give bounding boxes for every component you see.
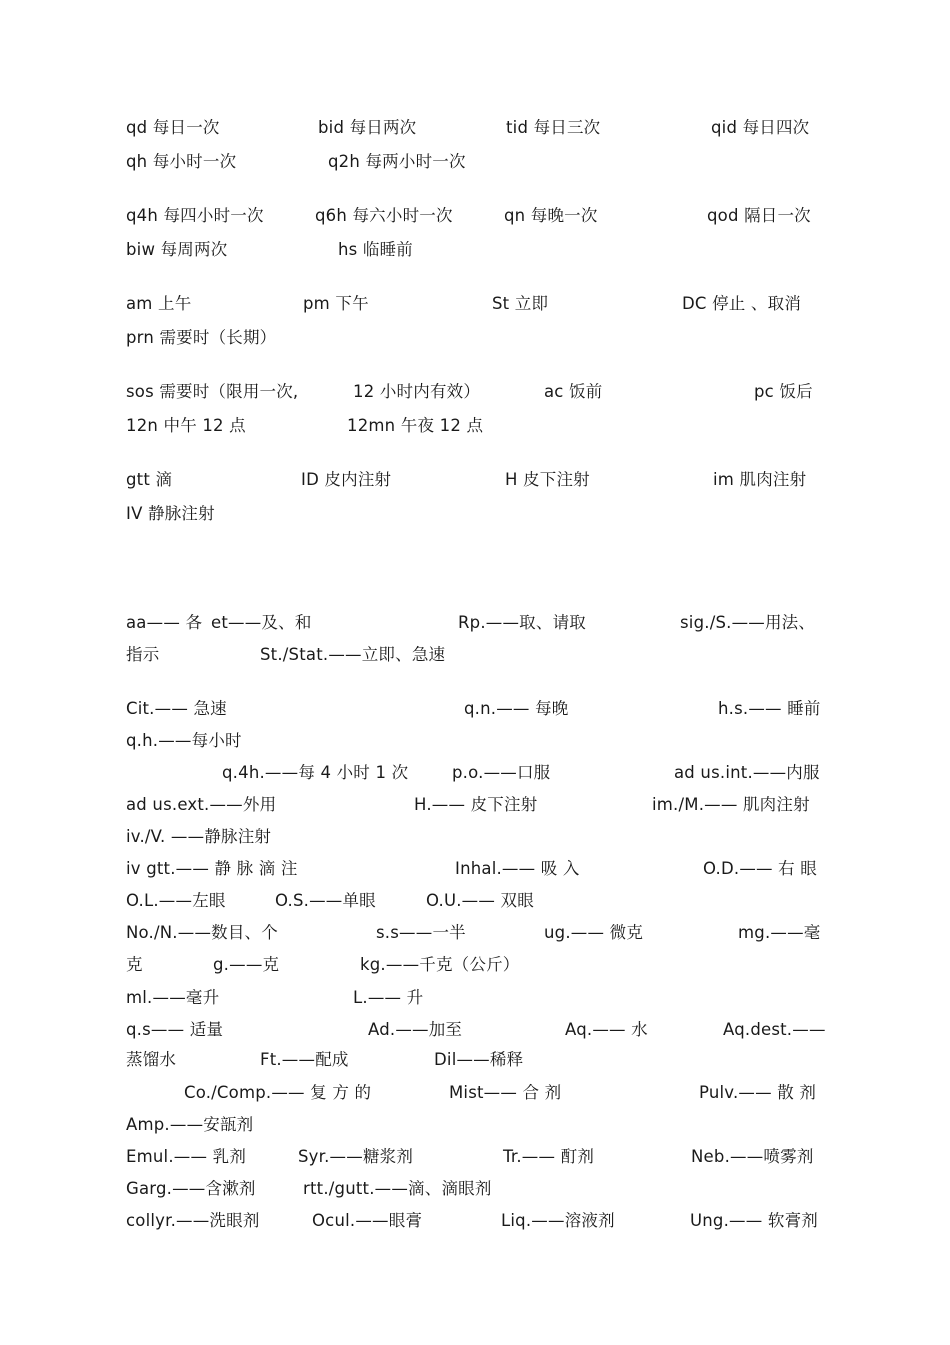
abbrev-entry: 12n 中午 12 点: [126, 416, 246, 435]
abbrev-entry: Syr.——糖浆剂: [298, 1147, 414, 1166]
abbrev-row: [0, 291, 950, 317]
abbrev-entry: g.——克: [213, 955, 280, 974]
abbrev-entry: Ung.—— 软膏剂: [690, 1211, 818, 1230]
abbrev-entry: pm 下午: [303, 294, 369, 313]
abbrev-entry: ad us.ext.——外用: [126, 795, 277, 814]
abbrev-row: [0, 1144, 950, 1170]
abbrev-entry: 指示: [126, 645, 160, 664]
abbrev-entry: qh 每小时一次: [126, 152, 237, 171]
abbrev-entry: am 上午: [126, 294, 192, 313]
abbrev-entry: Aq.dest.——: [723, 1020, 826, 1039]
abbrev-entry: sos 需要时（限用一次,: [126, 382, 299, 401]
abbrev-entry: qod 隔日一次: [707, 206, 811, 225]
abbrev-entry: DC 停止 、取消: [682, 294, 802, 313]
abbrev-entry: aa—— 各: [126, 613, 203, 632]
abbrev-row: [0, 1017, 950, 1043]
abbrev-entry: IV 静脉注射: [126, 504, 215, 523]
abbrev-row: [0, 696, 950, 722]
abbrev-entry: q.n.—— 每晚: [464, 699, 569, 718]
abbrev-row: [0, 149, 950, 175]
abbrev-entry: Co./Comp.—— 复 方 的: [184, 1083, 372, 1102]
abbrev-entry: pc 饭后: [754, 382, 813, 401]
abbrev-row: [0, 920, 950, 946]
abbrev-row: [0, 952, 950, 978]
abbrev-entry: iv./V. ——静脉注射: [126, 827, 272, 846]
abbrev-row: [0, 610, 950, 636]
abbrev-row: [0, 237, 950, 263]
abbrev-entry: im./M.—— 肌肉注射: [652, 795, 810, 814]
abbrev-entry: qn 每晚一次: [504, 206, 598, 225]
abbrev-row: [0, 1176, 950, 1202]
abbrev-row: [0, 728, 950, 754]
abbrev-entry: hs 临睡前: [338, 240, 413, 259]
abbrev-row: [0, 1047, 950, 1073]
abbrev-row: [0, 1112, 950, 1138]
abbrev-entry: biw 每周两次: [126, 240, 228, 259]
abbrev-entry: Amp.——安瓿剂: [126, 1115, 254, 1134]
abbrev-entry: Rp.——取、请取: [458, 613, 586, 632]
abbrev-entry: L.—— 升: [353, 988, 424, 1007]
abbrev-entry: ug.—— 微克: [544, 923, 644, 942]
abbrev-row: [0, 501, 950, 527]
abbrev-row: [0, 115, 950, 141]
abbrev-entry: q4h 每四小时一次: [126, 206, 264, 225]
abbrev-entry: mg.——毫: [738, 923, 821, 942]
abbrev-entry: ac 饭前: [544, 382, 603, 401]
abbrev-row: [0, 325, 950, 351]
abbrev-entry: gtt 滴: [126, 470, 173, 489]
abbrev-entry: Liq.——溶液剂: [501, 1211, 615, 1230]
abbrev-entry: prn 需要时（长期）: [126, 328, 277, 347]
abbrev-row: [0, 1208, 950, 1234]
abbrev-entry: qid 每日四次: [711, 118, 810, 137]
abbrev-row: [0, 413, 950, 439]
abbrev-row: [0, 856, 950, 882]
abbrev-entry: ad us.int.——内服: [674, 763, 820, 782]
abbrev-row: [0, 203, 950, 229]
abbrev-row: [0, 792, 950, 818]
abbrev-entry: Inhal.—— 吸 入: [455, 859, 580, 878]
abbrev-entry: Pulv.—— 散 剂: [699, 1083, 817, 1102]
abbrev-entry: 蒸馏水: [126, 1050, 177, 1069]
abbrev-entry: Garg.——含漱剂: [126, 1179, 256, 1198]
abbrev-entry: rtt./gutt.——滴、滴眼剂: [303, 1179, 492, 1198]
abbrev-entry: Ad.——加至: [368, 1020, 463, 1039]
abbrev-entry: 12 小时内有效）: [353, 382, 481, 401]
abbrev-entry: No./N.——数目、个: [126, 923, 278, 942]
abbrev-row: [0, 824, 950, 850]
abbrev-entry: q6h 每六小时一次: [315, 206, 453, 225]
abbrev-entry: bid 每日两次: [318, 118, 417, 137]
abbrev-entry: q2h 每两小时一次: [328, 152, 466, 171]
abbrev-entry: Neb.——喷雾剂: [691, 1147, 814, 1166]
abbrev-entry: H 皮下注射: [505, 470, 590, 489]
abbrev-entry: im 肌肉注射: [713, 470, 807, 489]
abbrev-entry: q.4h.——每 4 小时 1 次: [222, 763, 409, 782]
abbrev-entry: q.s—— 适量: [126, 1020, 224, 1039]
abbrev-entry: Aq.—— 水: [565, 1020, 648, 1039]
abbrev-row: [0, 379, 950, 405]
abbrev-entry: H.—— 皮下注射: [414, 795, 538, 814]
abbrev-row: [0, 760, 950, 786]
abbrev-entry: Tr.—— 酊剂: [503, 1147, 595, 1166]
abbrev-row: [0, 888, 950, 914]
abbrev-entry: Mist—— 合 剂: [449, 1083, 562, 1102]
abbrev-entry: qd 每日一次: [126, 118, 220, 137]
abbrev-entry: Ft.——配成: [260, 1050, 349, 1069]
abbrev-entry: h.s.—— 睡前: [718, 699, 821, 718]
abbrev-entry: sig./S.——用法、: [680, 613, 816, 632]
abbrev-row: [0, 985, 950, 1011]
abbrev-entry: iv gtt.—— 静 脉 滴 注: [126, 859, 298, 878]
abbrev-entry: O.U.—— 双眼: [426, 891, 534, 910]
abbrev-row: [0, 1080, 950, 1106]
abbrev-entry: Ocul.——眼膏: [312, 1211, 423, 1230]
abbrev-entry: St./Stat.——立即、急速: [260, 645, 446, 664]
abbrev-entry: ml.——毫升: [126, 988, 220, 1007]
abbrev-entry: Cit.—— 急速: [126, 699, 227, 718]
abbrev-entry: tid 每日三次: [506, 118, 601, 137]
abbrev-entry: O.S.——单眼: [275, 891, 376, 910]
abbrev-row: [0, 642, 950, 668]
abbrev-entry: Dil——稀释: [434, 1050, 524, 1069]
abbrev-row: [0, 467, 950, 493]
abbrev-entry: q.h.——每小时: [126, 731, 242, 750]
abbrev-entry: Emul.—— 乳剂: [126, 1147, 247, 1166]
abbrev-entry: s.s——一半: [376, 923, 466, 942]
abbrev-entry: p.o.——口服: [452, 763, 551, 782]
abbrev-entry: et——及、和: [211, 613, 312, 632]
abbrev-entry: kg.——千克（公斤）: [360, 955, 520, 974]
abbrev-entry: collyr.——洗眼剂: [126, 1211, 260, 1230]
abbrev-entry: 12mn 午夜 12 点: [347, 416, 484, 435]
abbrev-entry: St 立即: [492, 294, 549, 313]
abbrev-entry: O.D.—— 右 眼: [703, 859, 818, 878]
abbrev-entry: 克: [126, 955, 143, 974]
abbrev-entry: O.L.——左眼: [126, 891, 226, 910]
abbrev-entry: ID 皮内注射: [301, 470, 392, 489]
